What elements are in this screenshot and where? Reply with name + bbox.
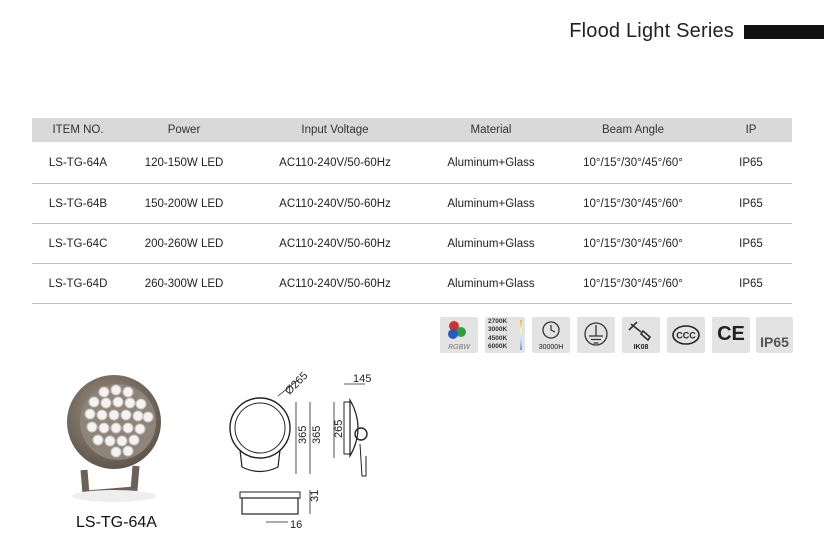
- impact-ik-icon: [622, 317, 660, 353]
- column-header: Material: [426, 118, 556, 142]
- cct-3000k: 3000K: [488, 326, 508, 334]
- height-dimension-inner: 265: [333, 419, 345, 438]
- title-bar-decoration: [744, 25, 824, 39]
- table-cell: 10°/15°/30°/45°/60°: [556, 224, 710, 264]
- clock-icon: [532, 317, 570, 353]
- cct-2700k: 2700K: [488, 318, 508, 325]
- ip-label: IP65: [760, 334, 789, 350]
- color-temperature-icon: [485, 317, 525, 353]
- column-header: IP: [710, 118, 792, 142]
- ip-rating-icon: [756, 317, 793, 353]
- table-cell: AC110-240V/50-60Hz: [244, 142, 426, 184]
- table-cell: Aluminum+Glass: [426, 224, 556, 264]
- rgbw-label: RGBW: [448, 344, 470, 351]
- table-cell: LS-TG-64C: [32, 224, 124, 264]
- product-model-label: LS-TG-64A: [76, 514, 157, 531]
- table-row: [32, 184, 792, 224]
- table-cell: AC110-240V/50-60Hz: [244, 264, 426, 304]
- table-header-row: [32, 118, 792, 142]
- column-header: Power: [124, 118, 244, 142]
- dimension-drawing: [226, 369, 372, 538]
- table-cell: 200-260W LED: [124, 224, 244, 264]
- table-cell: Aluminum+Glass: [426, 184, 556, 224]
- table-row: [32, 264, 792, 304]
- cct-6000k: 6000K: [488, 343, 508, 351]
- base-height-dimension: 31: [309, 489, 321, 502]
- cct-4500k: 4500K: [488, 334, 508, 342]
- table-cell: IP65: [710, 224, 792, 264]
- table-cell: 10°/15°/30°/45°/60°: [556, 264, 710, 304]
- ce-label: CE: [717, 323, 745, 345]
- table-row: [32, 142, 792, 184]
- height-dimension-mid: 365: [311, 425, 323, 444]
- table-row: [32, 224, 792, 264]
- column-header: ITEM NO.: [32, 118, 124, 142]
- table-cell: 10°/15°/30°/45°/60°: [556, 142, 710, 184]
- table-cell: 120-150W LED: [124, 142, 244, 184]
- table-cell: AC110-240V/50-60Hz: [244, 184, 426, 224]
- product-image: [56, 370, 186, 510]
- table-cell: LS-TG-64A: [32, 142, 124, 184]
- table-cell: Aluminum+Glass: [426, 142, 556, 184]
- table-cell: 260-300W LED: [124, 264, 244, 304]
- base-offset-dimension: 16: [290, 519, 303, 531]
- diameter-dimension: Ø265: [282, 369, 311, 398]
- table-cell: IP65: [710, 184, 792, 224]
- spec-table: [32, 118, 792, 304]
- table-cell: LS-TG-64B: [32, 184, 124, 224]
- ce-mark-icon: [712, 317, 750, 353]
- rgbw-dot-blue: [448, 329, 458, 339]
- column-header: Input Voltage: [244, 118, 426, 142]
- table-cell: IP65: [710, 264, 792, 304]
- table-cell: 150-200W LED: [124, 184, 244, 224]
- height-dimension-outer: 365: [297, 425, 309, 444]
- column-header: Beam Angle: [556, 118, 710, 142]
- table-cell: IP65: [710, 142, 792, 184]
- ik-label: IK08: [633, 344, 649, 351]
- depth-dimension: 145: [353, 373, 372, 385]
- page-title: Flood Light Series: [569, 20, 734, 42]
- table-cell: Aluminum+Glass: [426, 264, 556, 304]
- ground-icon: [577, 317, 615, 353]
- table-cell: LS-TG-64D: [32, 264, 124, 304]
- ccc-certification-icon: [667, 317, 705, 353]
- table-cell: AC110-240V/50-60Hz: [244, 224, 426, 264]
- lifetime-label: 30000H: [538, 344, 564, 351]
- rgbw-icon: [440, 317, 478, 353]
- svg-text:CCC: CCC: [676, 330, 696, 341]
- table-cell: 10°/15°/30°/45°/60°: [556, 184, 710, 224]
